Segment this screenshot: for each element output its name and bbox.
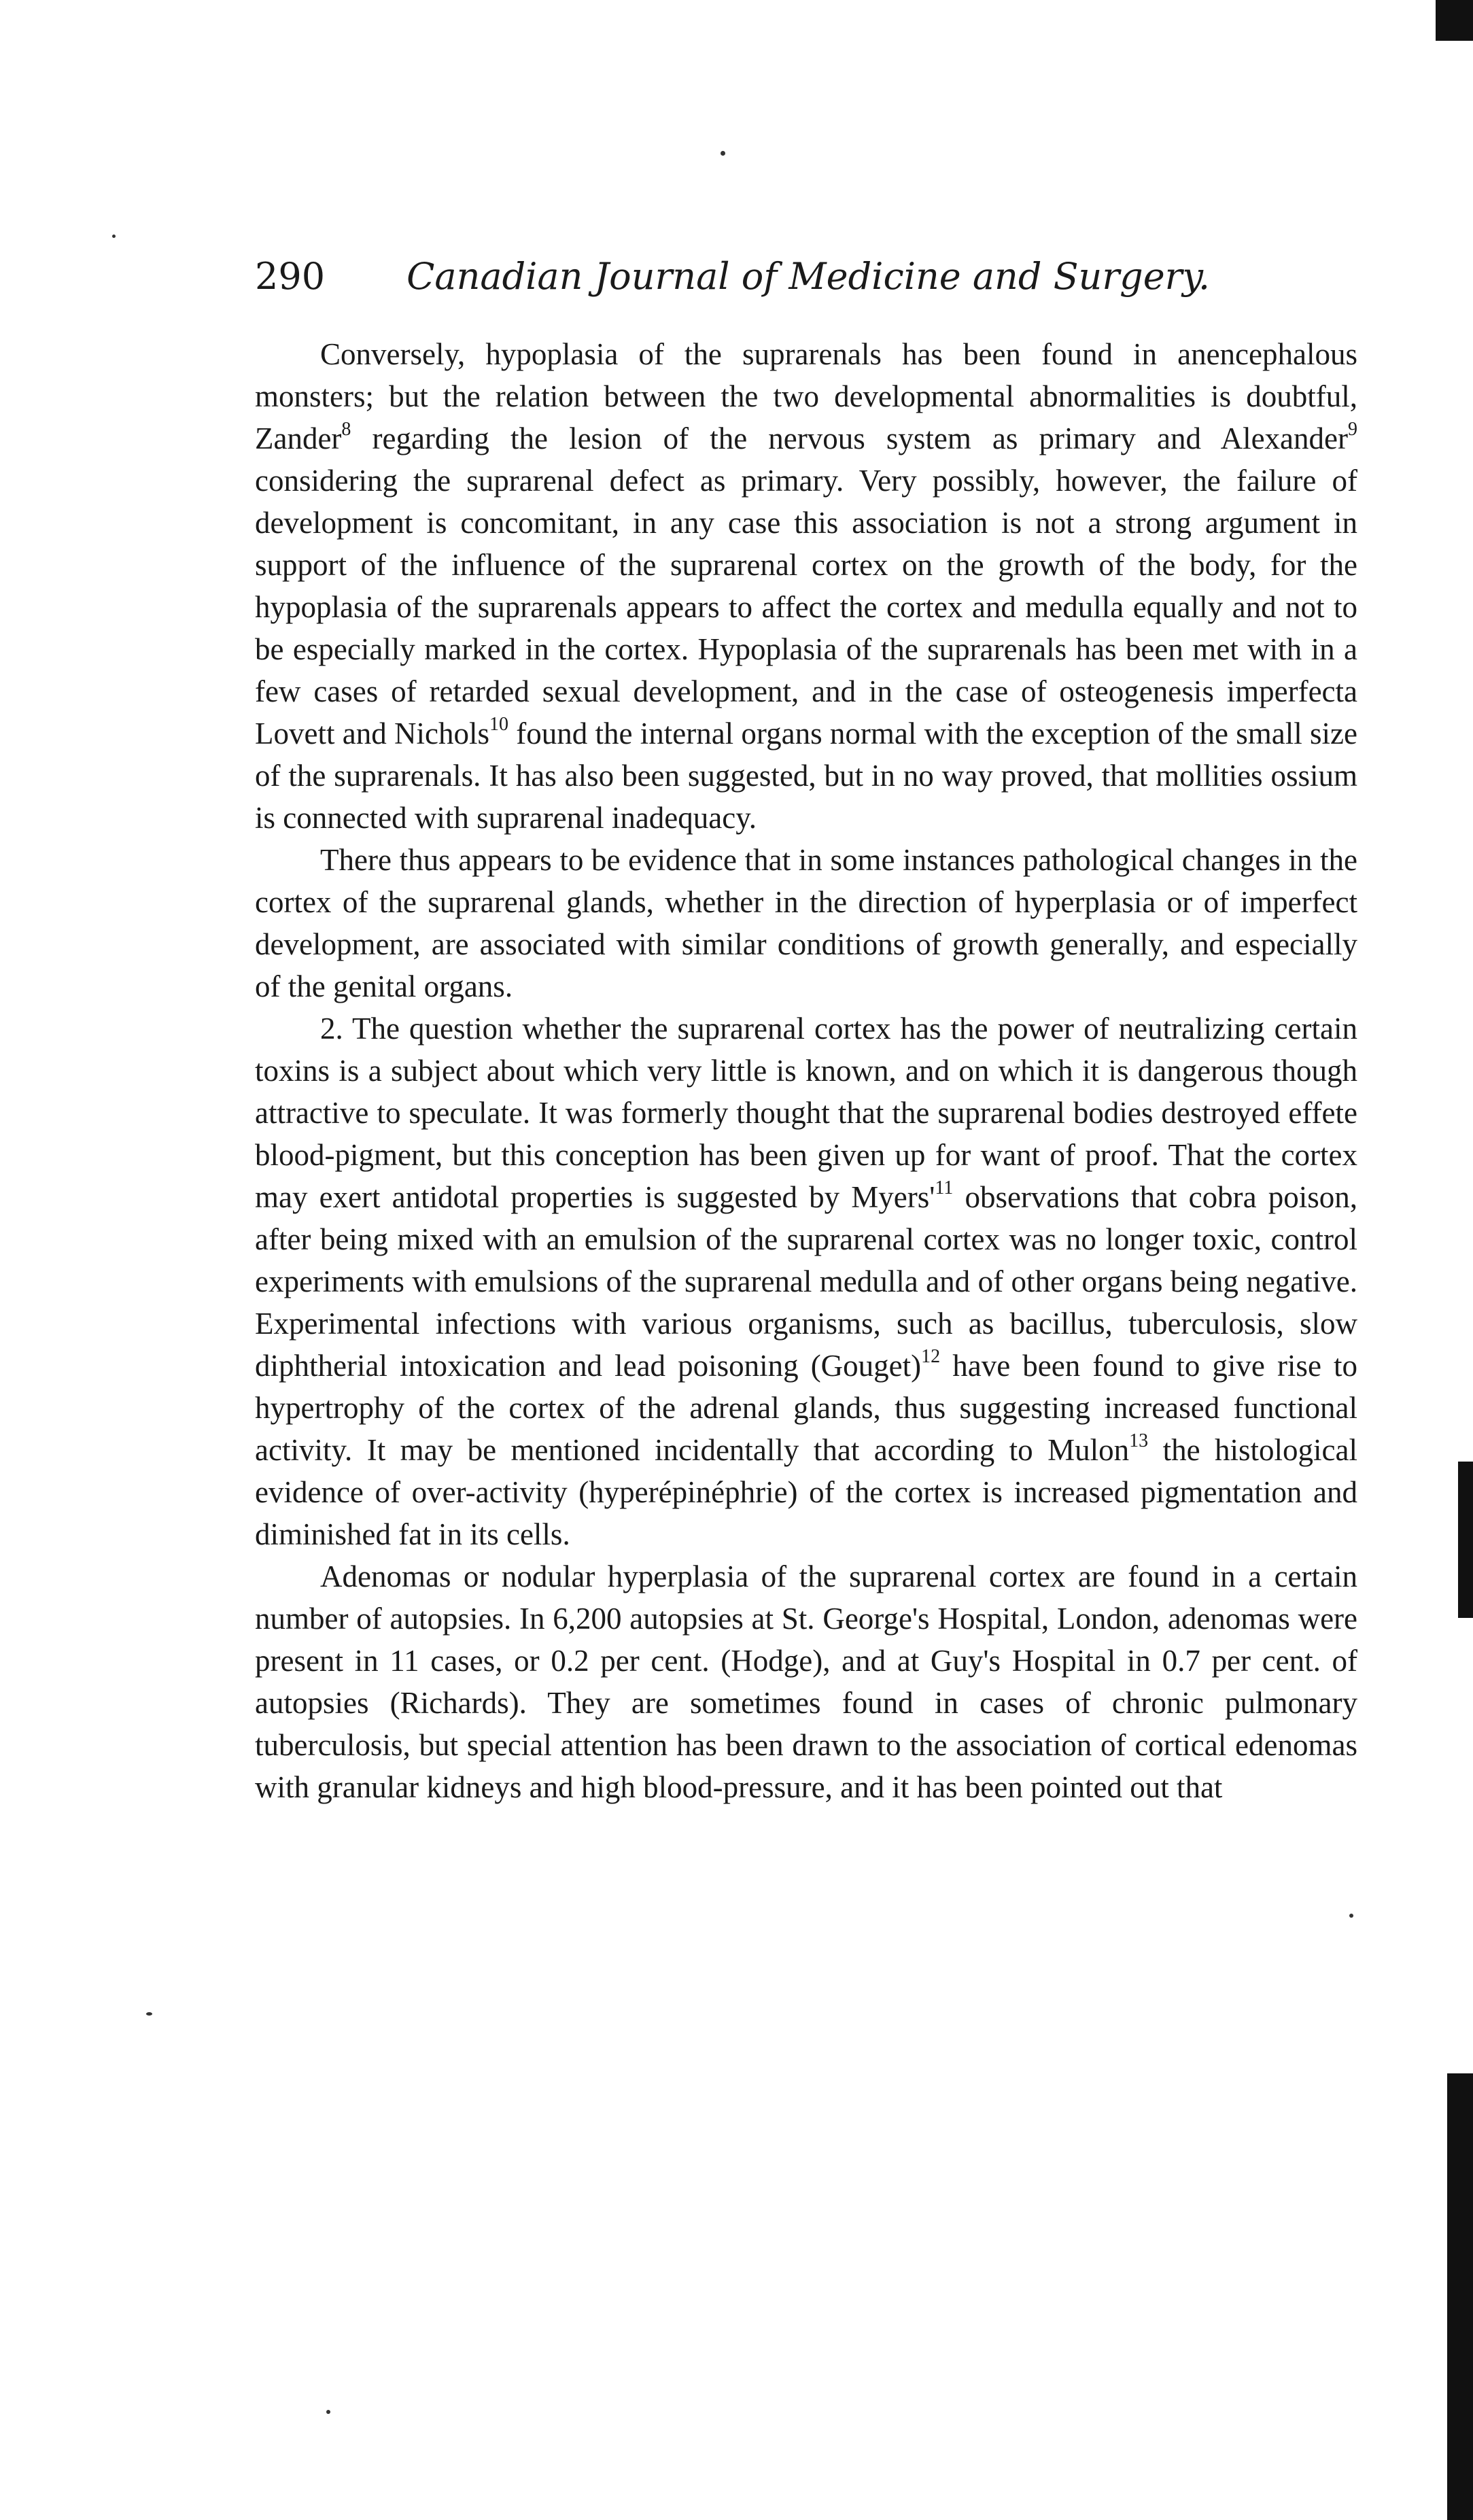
- scan-speck: [112, 235, 116, 238]
- text-run: Conversely, hypoplasia of the suprarenals has been found in anencephalous monsters; but the relation between the two developmental abnormalities is doubtful, Zander: [255, 337, 1357, 455]
- page-header: [255, 253, 1210, 300]
- scan-speck: [326, 2410, 330, 2414]
- scan-speck: [1349, 1914, 1353, 1918]
- text-run: 2. The question whether the suprarenal cortex has the power of neutralizing certain toxins is a subject about which very little is known, and on which it is dangerous though attractive to speculate. It was formerly thought that the suprarenal bodies destroyed effete blood-pigment, but this conception has been given up for want of proof. That the cortex may exert antidotal properties is suggested by Myers': [255, 1012, 1357, 1214]
- text-run: considering the suprarenal defect as primary. Very possibly, however, the failure of development is concomitant, in any case this association is not a strong argument in support of the influence of the suprarenal cortex on the growth of the body, for the hypoplasia of the suprarenals appears to affect the cortex and medulla equally and not to be especially marked in the cortex. Hypoplasia of the suprarenals has been met with in a few cases of retarded sexual development, and in the case of osteogenesis imperfecta Lovett and Nichols: [255, 464, 1357, 750]
- scan-edge-top: [1436, 0, 1473, 41]
- text-run: regarding the lesion of the nervous system as primary and Alexander: [351, 421, 1348, 455]
- footnote-ref: 12: [921, 1346, 941, 1367]
- text-run: observations that cobra poison, after being mixed with an emulsion of the suprarenal cortex was no longer toxic, control experiments with emulsions of the suprarenal medulla and of other organs being negative. Experimental infections with various organisms, such as bacillus, tuberculosis, slow diphtherial intoxication and lead poisoning (Gouget): [255, 1180, 1357, 1383]
- page-number: 290: [255, 255, 326, 298]
- text-run: found the internal organs normal with the exception of the small size of the suprarenals. It has also been suggested, but in no way proved, that mollities ossium is connected with suprarenal inadequacy.: [255, 717, 1357, 835]
- text-run: There thus appears to be evidence that in some instances pathological changes in the cortex of the suprarenal glands, whether in the direction of hyperplasia or of imperfect development, are associated with similar conditions of growth generally, and especially of the genital organs.: [255, 843, 1357, 1003]
- footnote-ref: 8: [341, 419, 351, 440]
- footnote-ref: 9: [1348, 419, 1357, 440]
- footnote-ref: 13: [1129, 1430, 1149, 1451]
- scan-edge-mid: [1458, 1462, 1473, 1618]
- text-run: the histological evidence of over-activity (hyperépinéphrie) of the cortex is increased pigmentation and diminished fat in its cells.: [255, 1433, 1357, 1551]
- paragraph: [255, 333, 1357, 839]
- running-title: Canadian Journal of Medicine and Surgery.: [406, 255, 1210, 298]
- footnote-ref: 10: [489, 714, 508, 735]
- text-run: have been found to give rise to hypertrophy of the cortex of the adrenal glands, thus suggesting increased functional activity. It may be mentioned incidentally that according to Mulon: [255, 1349, 1357, 1467]
- article-body: [255, 333, 1357, 1808]
- paragraph: [255, 839, 1357, 1007]
- scan-speck: [146, 2012, 152, 2016]
- paragraph: [255, 1007, 1357, 1555]
- paragraph: [255, 1555, 1357, 1808]
- text-run: Adenomas or nodular hyperplasia of the suprarenal cortex are found in a certain number of autopsies. In 6,200 autopsies at St. George's Hospital, London, adenomas were present in 11 cases, or 0.2 per cent. (Hodge), and at Guy's Hospital in 0.7 per cent. of autopsies (Richards). They are sometimes found in cases of chronic pulmonary tuberculosis, but special attention has been drawn to the association of cortical edenomas with granular kidneys and high blood-pressure, and it has been pointed out that: [255, 1559, 1357, 1804]
- scan-edge-bottom: [1447, 2073, 1473, 2520]
- scan-speck: [721, 151, 725, 156]
- footnote-ref: 11: [935, 1177, 954, 1198]
